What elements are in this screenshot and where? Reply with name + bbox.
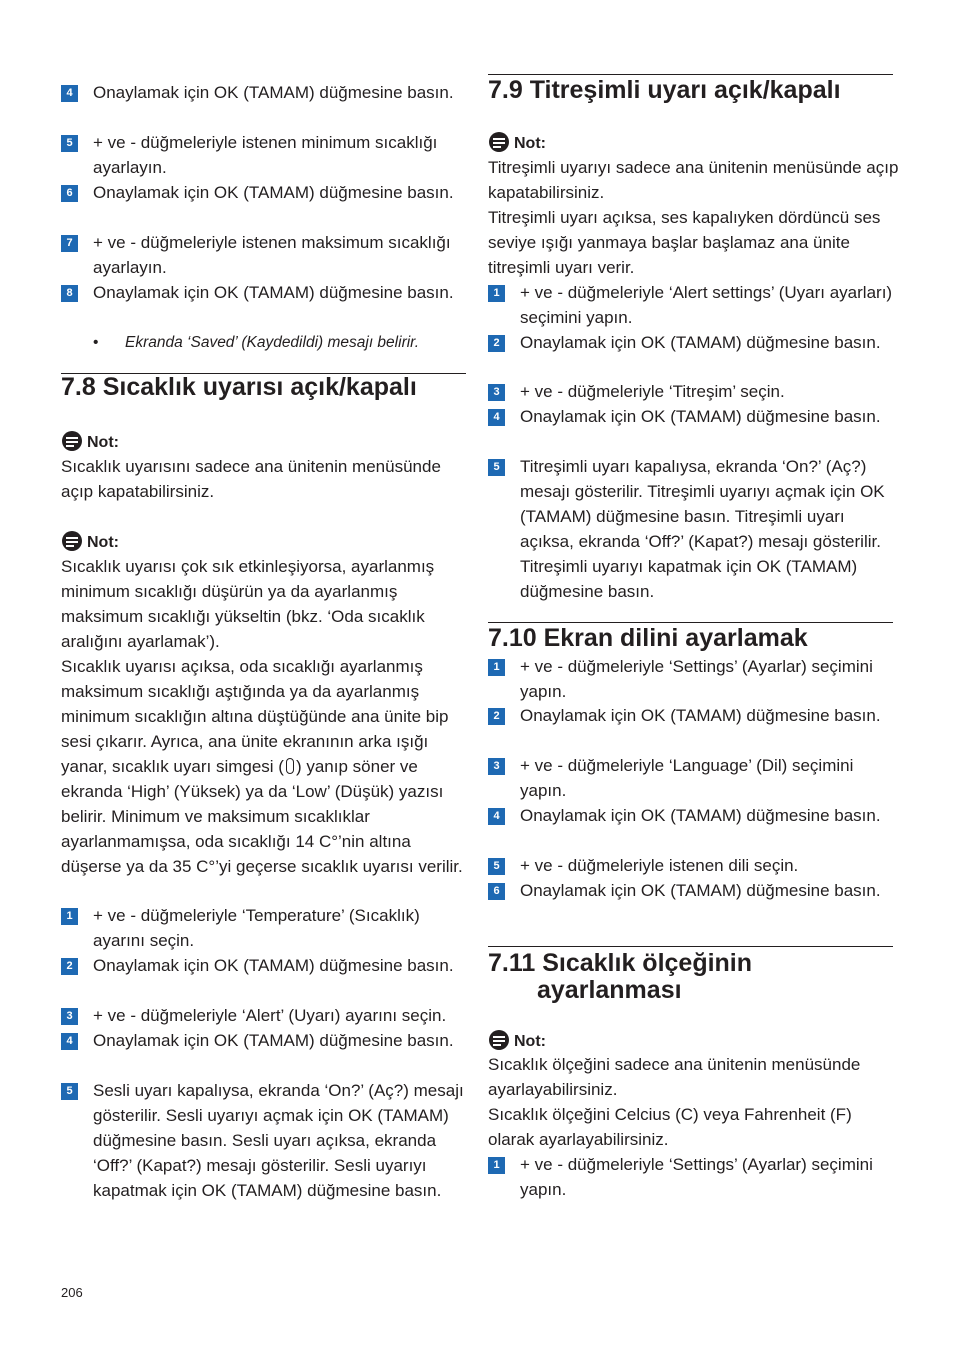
step-number: 5 bbox=[61, 1083, 78, 1100]
step-text: + ve - düğmeleriyle istenen minimum sıcaklığı ayarlayın. bbox=[93, 133, 438, 177]
list-item bbox=[61, 1078, 472, 1203]
heading-line: 7.11 Sıcaklık ölçeğinin bbox=[488, 949, 753, 977]
step-number: 1 bbox=[488, 1157, 505, 1174]
note-heading bbox=[61, 429, 472, 455]
step-number: 5 bbox=[488, 858, 505, 875]
list-item bbox=[488, 703, 899, 728]
step-text: Onaylamak için OK (TAMAM) düğmesine basın. bbox=[520, 333, 881, 352]
step-number: 5 bbox=[61, 135, 78, 152]
note-text-part: Sıcaklık uyarısı açıksa, oda sıcaklığı ayarlanmış maksimum sıcaklığı aştığında ya da ayarlanmış minimum sıcaklığın altına düştüğünde ana ünite bip sesi çıkarır. Ayrıca, ana ünite ekranının arka ışığı yanar, sıcaklık uyarı simgesi ( bbox=[61, 657, 449, 776]
step-number: 3 bbox=[488, 758, 505, 775]
step-text: + ve - düğmeleriyle ‘Titreşim’ seçin. bbox=[520, 382, 785, 401]
list-item bbox=[61, 953, 472, 978]
note-icon bbox=[488, 131, 510, 153]
step-text: Titreşimli uyarı kapalıysa, ekranda ‘On?’ (Aç?) mesajı gösterilir. Titreşimli uyarıyı açmak için OK (TAMAM) düğmesine basın. Titreşimli uyarı açıksa, ekranda ‘Off?’ (Kapat?) mesajı gösterilir. Titreşimli uyarıyı kapatmak için OK (TAMAM) düğmesine basın. bbox=[520, 457, 885, 601]
section-rule bbox=[488, 946, 893, 947]
note-heading bbox=[488, 130, 899, 156]
step-text: + ve - düğmeleriyle ‘Temperature’ (Sıcaklık) ayarını seçin. bbox=[93, 906, 420, 950]
list-item bbox=[488, 1152, 899, 1202]
note-text: Titreşimli uyarı açıksa, ses kapalıyken dördüncü ses seviye ışığı yanmaya başlar başlamaz ana ünite titreşimli uyarı verir. bbox=[488, 208, 881, 277]
step-number: 4 bbox=[61, 85, 78, 102]
step-text: Onaylamak için OK (TAMAM) düğmesine basın. bbox=[93, 283, 454, 302]
bullet-text: Ekranda ‘Saved’ (Kaydedildi) mesajı belirir. bbox=[125, 334, 420, 351]
step-text: + ve - düğmeleriyle ‘Settings’ (Ayarlar) seçimini yapın. bbox=[520, 1155, 873, 1199]
step-number: 1 bbox=[488, 659, 505, 676]
step-number: 3 bbox=[61, 1008, 78, 1025]
note-text: Sıcaklık uyarısını sadece ana ünitenin menüsünde açıp kapatabilirsiniz. bbox=[61, 457, 441, 501]
note-label: Not: bbox=[87, 434, 119, 451]
list-item bbox=[488, 404, 899, 429]
step-text: Onaylamak için OK (TAMAM) düğmesine basın. bbox=[520, 881, 881, 900]
step-number: 1 bbox=[61, 908, 78, 925]
step-text: + ve - düğmeleriyle istenen dili seçin. bbox=[520, 856, 799, 875]
list-item bbox=[488, 753, 899, 803]
step-number: 4 bbox=[488, 808, 505, 825]
step-number: 6 bbox=[488, 883, 505, 900]
step-number: 6 bbox=[61, 185, 78, 202]
thermometer-icon bbox=[286, 758, 294, 774]
step-number: 7 bbox=[61, 235, 78, 252]
step-text: Onaylamak için OK (TAMAM) düğmesine basın. bbox=[93, 1031, 454, 1050]
bullet-dot: • bbox=[93, 334, 99, 351]
step-text: Onaylamak için OK (TAMAM) düğmesine basın. bbox=[93, 83, 454, 102]
section-rule bbox=[488, 622, 893, 623]
note-label: Not: bbox=[87, 534, 119, 551]
section-heading-7-9: 7.9 Titreşimli uyarı açık/kapalı bbox=[488, 76, 841, 104]
list-item bbox=[488, 454, 899, 604]
list-item bbox=[488, 330, 899, 355]
list-item bbox=[488, 878, 899, 903]
note-text-part: ) yanıp söner ve ekranda ‘High’ (Yüksek) ya da ‘Low’ (Düşük) yazısı belirir. Minimum ve maksimum sıcaklıklar ayarlanmamışsa, oda sıcaklığı 14 C°’nin altına düşerse ya da 35 C°’yi geçerse sıcaklık uyarısı verilir. bbox=[61, 757, 463, 876]
step-number: 2 bbox=[488, 708, 505, 725]
step-text: Onaylamak için OK (TAMAM) düğmesine basın. bbox=[520, 407, 881, 426]
section-heading-7-10: 7.10 Ekran dilini ayarlamak bbox=[488, 624, 808, 652]
step-number: 8 bbox=[61, 285, 78, 302]
note-label: Not: bbox=[514, 1033, 546, 1050]
note-heading bbox=[488, 1028, 899, 1054]
note-icon bbox=[61, 430, 83, 452]
list-item bbox=[488, 280, 899, 330]
section-heading-7-11 bbox=[488, 950, 893, 1004]
step-text: + ve - düğmeleriyle ‘Alert’ (Uyarı) ayarını seçin. bbox=[93, 1006, 447, 1025]
note-heading bbox=[61, 529, 472, 555]
note-text: Sıcaklık uyarısı çok sık etkinleşiyorsa, ayarlanmış minimum sıcaklığı düşürün ya da ayarlanmış maksimum sıcaklığı yükseltin (bkz. ‘Oda sıcaklık aralığını ayarlamak’). bbox=[61, 557, 435, 651]
section-rule bbox=[488, 74, 893, 75]
step-number: 4 bbox=[61, 1033, 78, 1050]
list-item bbox=[488, 803, 899, 828]
list-item bbox=[488, 654, 899, 704]
step-number: 5 bbox=[488, 459, 505, 476]
step-text: Sesli uyarı kapalıysa, ekranda ‘On?’ (Aç?) mesajı gösterilir. Sesli uyarıyı açmak için OK (TAMAM) düğmesine basın. Sesli uyarı açıksa, ekranda ‘Off?’ (Kapat?) mesajı gösterilir. Sesli uyarıyı kapatmak için OK (TAMAM) düğmesine basın. bbox=[93, 1081, 464, 1200]
list-item bbox=[61, 1003, 472, 1028]
step-text: + ve - düğmeleriyle istenen maksimum sıcaklığı ayarlayın. bbox=[93, 233, 451, 277]
note-label: Not: bbox=[514, 135, 546, 152]
list-item bbox=[61, 903, 472, 953]
step-number: 1 bbox=[488, 285, 505, 302]
step-text: + ve - düğmeleriyle ‘Alert settings’ (Uyarı ayarları) seçimini yapın. bbox=[520, 283, 893, 327]
list-item bbox=[61, 130, 472, 180]
list-item bbox=[61, 80, 472, 105]
list-item bbox=[61, 280, 472, 305]
page-number: 206 bbox=[61, 1285, 83, 1300]
heading-line: ayarlanması bbox=[537, 976, 682, 1004]
list-item bbox=[488, 379, 899, 404]
bullet-item bbox=[61, 330, 466, 355]
step-number: 2 bbox=[61, 958, 78, 975]
step-number: 2 bbox=[488, 335, 505, 352]
step-text: + ve - düğmeleriyle ‘Language’ (Dil) seçimini yapın. bbox=[520, 756, 854, 800]
step-text: Onaylamak için OK (TAMAM) düğmesine basın. bbox=[93, 183, 454, 202]
step-number: 4 bbox=[488, 409, 505, 426]
list-item bbox=[488, 853, 899, 878]
step-text: Onaylamak için OK (TAMAM) düğmesine basın. bbox=[520, 706, 881, 725]
note-text: Titreşimli uyarıyı sadece ana ünitenin menüsünde açıp kapatabilirsiniz. bbox=[488, 158, 899, 202]
note-text bbox=[61, 654, 472, 879]
note-text: Sıcaklık ölçeğini Celcius (C) veya Fahrenheit (F) olarak ayarlayabilirsiniz. bbox=[488, 1105, 852, 1149]
step-text: + ve - düğmeleriyle ‘Settings’ (Ayarlar) seçimini yapın. bbox=[520, 657, 873, 701]
list-item bbox=[61, 230, 472, 280]
step-text: Onaylamak için OK (TAMAM) düğmesine basın. bbox=[520, 806, 881, 825]
list-item bbox=[61, 180, 472, 205]
note-text: Sıcaklık ölçeğini sadece ana ünitenin menüsünde ayarlayabilirsiniz. bbox=[488, 1055, 861, 1099]
note-icon bbox=[488, 1029, 510, 1051]
note-icon bbox=[61, 530, 83, 552]
section-heading-7-8: 7.8 Sıcaklık uyarısı açık/kapalı bbox=[61, 373, 417, 401]
step-text: Onaylamak için OK (TAMAM) düğmesine basın. bbox=[93, 956, 454, 975]
step-number: 3 bbox=[488, 384, 505, 401]
list-item bbox=[61, 1028, 472, 1053]
